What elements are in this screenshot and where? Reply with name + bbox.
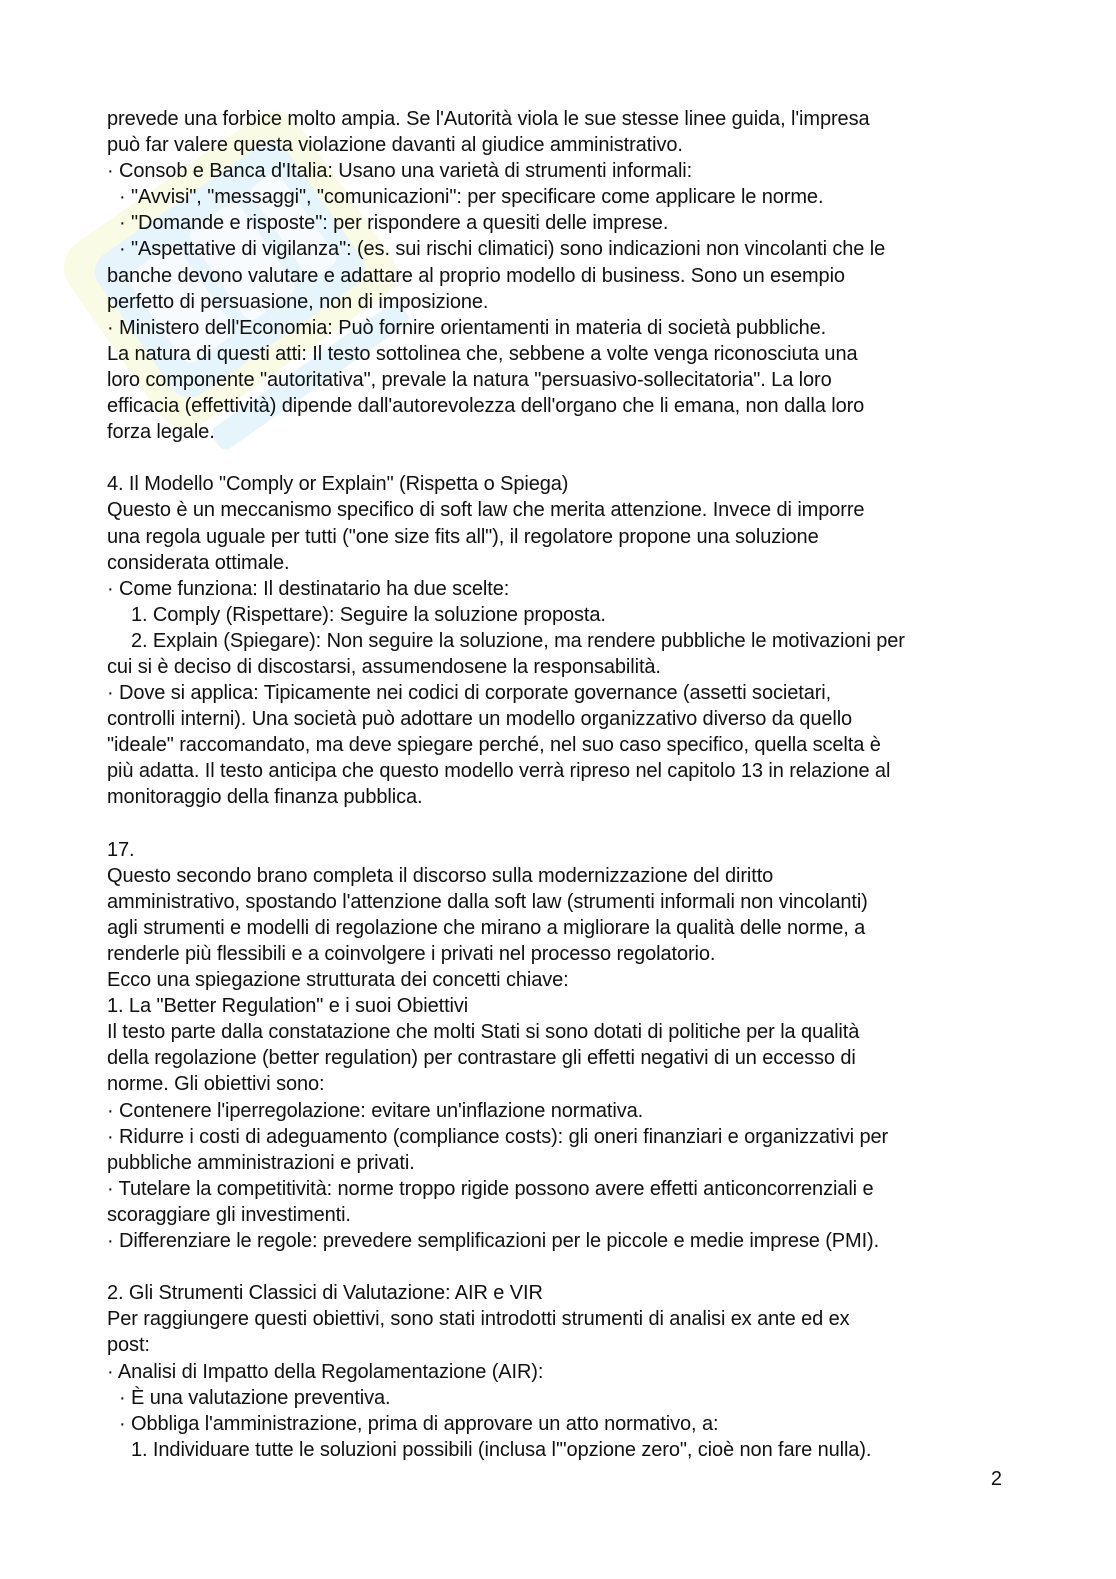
text-line: Per raggiungere questi obiettivi, sono stati introdotti strumenti di analisi ex ante ed ex — [107, 1308, 850, 1331]
text-line: scoraggiare gli investimenti. — [107, 1203, 351, 1226]
text-line: · Come funziona: Il destinatario ha due scelte: — [107, 577, 510, 600]
text-line: banche devono valutare e adattare al proprio modello di business. Sono un esempio — [107, 264, 845, 287]
text-line: della regolazione (better regulation) per contrastare gli effetti negativi di un eccesso di — [107, 1047, 856, 1070]
text-line: · Contenere l'iperregolazione: evitare un'inflazione normativa. — [107, 1099, 644, 1122]
text-line: più adatta. Il testo anticipa che questo modello verrà ripreso nel capitolo 13 in relazione al — [107, 760, 891, 783]
text-line: La natura di questi atti: Il testo sottolinea che, sebbene a volte venga riconosciuta una — [107, 342, 858, 365]
text-line: efficacia (effettività) dipende dall'autorevolezza dell'organo che li emana, non dalla loro — [107, 395, 865, 418]
text-line: 1. Comply (Rispettare): Seguire la soluzione proposta. — [131, 603, 606, 626]
blank-line — [107, 811, 1007, 837]
text-line: "ideale" raccomandato, ma deve spiegare perché, nel suo caso specifico, quella scelta è — [107, 734, 881, 757]
text-line: · "Avvisi", "messaggi", "comunicazioni": per specificare come applicare le norme. — [119, 186, 824, 209]
text-line: Questo è un meccanismo specifico di soft law che merita attenzione. Invece di imporre — [107, 499, 865, 522]
text-line: norme. Gli obiettivi sono: — [107, 1073, 325, 1096]
text-line: può far valere questa violazione davanti al giudice amministrativo. — [107, 134, 683, 157]
text-line: renderle più flessibili e a coinvolgere i privati nel processo regolatorio. — [107, 943, 716, 965]
text-line: · Differenziare le regole: prevedere semplificazioni per le piccole e medie imprese (PMI). — [107, 1230, 880, 1253]
text-line: · Consob e Banca d'Italia: Usano una varietà di strumenti informali: — [107, 160, 693, 183]
text-line: 4. Il Modello "Comply or Explain" (Rispetta o Spiega) — [107, 473, 569, 496]
text-line: 1. Individuare tutte le soluzioni possibili (inclusa l'"opzione zero", cioè non fare nulla). — [131, 1438, 872, 1461]
text-line: forza legale. — [107, 421, 215, 444]
text-line: 1. La "Better Regulation" e i suoi Obiettivi — [107, 995, 469, 1018]
text-line: controlli interni). Una società può adottare un modello organizzativo diverso da quello — [107, 708, 853, 731]
text-line: considerata ottimale. — [107, 551, 290, 574]
document-body — [107, 106, 1007, 1463]
text-line: Il testo parte dalla constatazione che molti Stati si sono dotati di politiche per la qualità — [107, 1021, 860, 1044]
text-line: · Ridurre i costi di adeguamento (compliance costs): gli oneri finanziari e organizzativi per — [107, 1125, 889, 1148]
text-line: amministrativo, spostando l'attenzione dalla soft law (strumenti informali non vincolanti) — [107, 890, 868, 913]
text-line: · Obbliga l'amministrazione, prima di approvare un atto normativo, a: — [119, 1412, 719, 1435]
text-line: · Ministero dell'Economia: Può fornire orientamenti in materia di società pubbliche. — [107, 316, 827, 339]
text-line: Ecco una spiegazione strutturata dei concetti chiave: — [107, 969, 569, 992]
text-line: 2. Explain (Spiegare): Non seguire la soluzione, ma rendere pubbliche le motivazioni per — [131, 629, 905, 652]
text-line: 2. Gli Strumenti Classici di Valutazione: AIR e VIR — [107, 1282, 543, 1305]
text-line: 17. — [107, 838, 135, 861]
text-line: loro componente "autoritativa", prevale la natura "persuasivo-sollecitatoria". La loro — [107, 368, 832, 391]
text-line: perfetto di persuasione, non di imposizione. — [107, 290, 489, 313]
text-line: prevede una forbice molto ampia. Se l'Autorità viola le sue stesse linee guida, l'impresa — [107, 108, 870, 130]
text-line: una regola uguale per tutti ("one size fits all"), il regolatore propone una soluzione — [107, 525, 819, 548]
text-line: monitoraggio della finanza pubblica. — [107, 786, 423, 809]
text-line: cui si è deciso di discostarsi, assumendosene la responsabilità. — [107, 655, 661, 678]
text-line: · Tutelare la competitività: norme troppo rigide possono avere effetti anticoncorrenziali e — [107, 1177, 874, 1200]
text-line: Questo secondo brano completa il discorso sulla modernizzazione del diritto — [107, 864, 774, 887]
text-line: pubbliche amministrazioni e privati. — [107, 1151, 415, 1174]
text-line: · Analisi di Impatto della Regolamentazione (AIR): — [107, 1360, 544, 1383]
text-line: · "Domande e risposte": per rispondere a quesiti delle imprese. — [119, 212, 669, 235]
blank-line — [107, 445, 1007, 471]
blank-line — [107, 1254, 1007, 1280]
text-line: agli strumenti e modelli di regolazione che mirano a migliorare la qualità delle norme, a — [107, 916, 866, 939]
text-line: post: — [107, 1334, 150, 1357]
text-line: · "Aspettative di vigilanza": (es. sui rischi climatici) sono indicazioni non vincolanti che le — [119, 238, 886, 261]
text-line: · Dove si applica: Tipicamente nei codici di corporate governance (assetti societari, — [107, 682, 832, 705]
text-line: · È una valutazione preventiva. — [119, 1386, 391, 1409]
page-number: 2 — [990, 1468, 1002, 1490]
